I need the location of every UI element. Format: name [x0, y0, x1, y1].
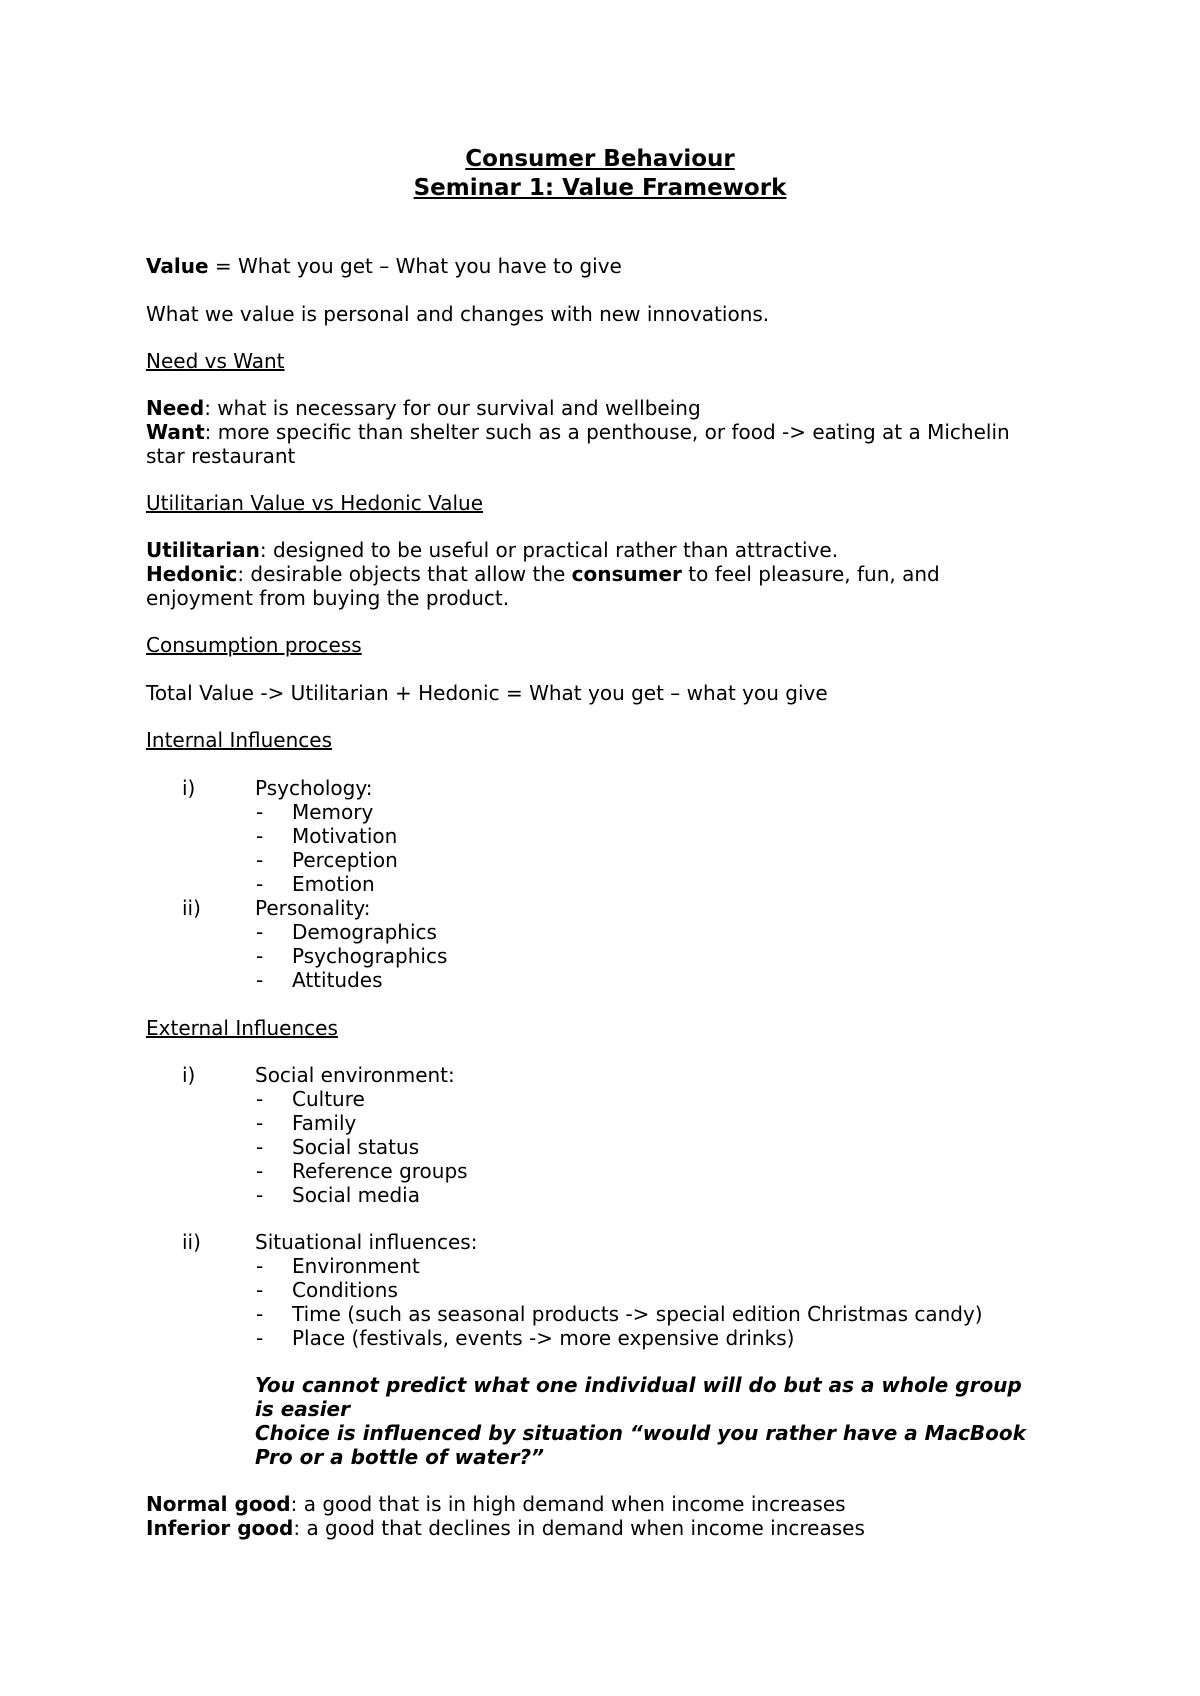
note-line-3: Choice is influenced by situation “would you rather have a MacBook	[255, 1421, 1026, 1445]
list-item: Time (such as seasonal products -> special edition Christmas candy)	[292, 1302, 983, 1326]
list-item: Psychographics	[292, 944, 448, 968]
list-dash: -	[256, 1254, 264, 1278]
list-dash: -	[256, 1087, 264, 1111]
value-term: Value	[146, 254, 209, 278]
list-item: Conditions	[292, 1278, 398, 1302]
want-text: : more specific than shelter such as a penthouse, or food -> eating at a Michelin	[204, 420, 1010, 444]
utilitarian-term: Utilitarian	[146, 538, 260, 562]
list-dash: -	[256, 1135, 264, 1159]
normal-good-term: Normal good	[146, 1492, 291, 1516]
hedonic-definition	[146, 562, 940, 586]
list-dash: -	[256, 824, 264, 848]
list-dash: -	[256, 872, 264, 896]
consumption-heading: Consumption process	[146, 633, 362, 657]
list-item: Emotion	[292, 872, 375, 896]
list-dash: -	[256, 800, 264, 824]
hedonic-text-a: : desirable objects that allow the	[237, 562, 572, 586]
list-dash: -	[256, 1326, 264, 1350]
list-dash: -	[256, 1111, 264, 1135]
need-want-heading: Need vs Want	[146, 349, 285, 373]
list-dash: -	[256, 1302, 264, 1326]
external-group-1-number: i)	[182, 1063, 196, 1087]
note-line-1: You cannot predict what one individual will do but as a whole group	[255, 1373, 1022, 1397]
normal-good-definition	[146, 1492, 846, 1516]
consumption-formula: Total Value -> Utilitarian + Hedonic = What you get – what you give	[146, 681, 828, 705]
inferior-good-term: Inferior good	[146, 1516, 294, 1540]
list-dash: -	[256, 1159, 264, 1183]
hedonic-term: Hedonic	[146, 562, 238, 586]
list-item: Attitudes	[292, 968, 383, 992]
inferior-good-text: : a good that declines in demand when income increases	[293, 1516, 865, 1540]
list-item: Reference groups	[292, 1159, 468, 1183]
external-group-2-label: Situational influences:	[255, 1230, 478, 1254]
need-text: : what is necessary for our survival and wellbeing	[204, 396, 701, 420]
list-dash: -	[256, 1183, 264, 1207]
internal-group-1-number: i)	[182, 776, 196, 800]
inferior-good-definition	[146, 1516, 865, 1540]
normal-good-text: : a good that is in high demand when income increases	[290, 1492, 846, 1516]
list-dash: -	[256, 920, 264, 944]
list-item: Place (festivals, events -> more expensive drinks)	[292, 1326, 795, 1350]
list-item: Perception	[292, 848, 398, 872]
internal-group-1-label: Psychology:	[255, 776, 373, 800]
want-definition	[146, 420, 1010, 444]
util-hed-heading: Utilitarian Value vs Hedonic Value	[146, 491, 483, 515]
external-heading: External Influences	[146, 1016, 338, 1040]
consumer-term: consumer	[571, 562, 682, 586]
utilitarian-text: : designed to be useful or practical rather than attractive.	[259, 538, 839, 562]
list-item: Motivation	[292, 824, 398, 848]
list-dash: -	[256, 1278, 264, 1302]
hedonic-definition-cont: enjoyment from buying the product.	[146, 586, 510, 610]
list-dash: -	[256, 968, 264, 992]
note-line-4: Pro or a bottle of water?”	[255, 1445, 545, 1469]
need-term: Need	[146, 396, 205, 420]
list-item: Culture	[292, 1087, 365, 1111]
internal-heading: Internal Influences	[146, 728, 332, 752]
internal-group-2-label: Personality:	[255, 896, 371, 920]
note-line-2: is easier	[255, 1397, 350, 1421]
need-definition	[146, 396, 701, 420]
document-subtitle: Seminar 1: Value Framework	[413, 175, 787, 201]
list-item: Demographics	[292, 920, 437, 944]
list-item: Social media	[292, 1183, 420, 1207]
want-term: Want	[146, 420, 205, 444]
list-dash: -	[256, 848, 264, 872]
external-group-1-label: Social environment:	[255, 1063, 455, 1087]
list-item: Memory	[292, 800, 374, 824]
value-definition	[146, 254, 622, 278]
list-dash: -	[256, 944, 264, 968]
internal-group-2-number: ii)	[182, 896, 201, 920]
value-note: What we value is personal and changes with new innovations.	[146, 302, 770, 326]
list-item: Environment	[292, 1254, 420, 1278]
hedonic-text-b: to feel pleasure, fun, and	[681, 562, 940, 586]
document-title: Consumer Behaviour	[465, 146, 735, 172]
want-definition-cont: star restaurant	[146, 444, 296, 468]
value-text: = What you get – What you have to give	[208, 254, 622, 278]
external-group-2-number: ii)	[182, 1230, 201, 1254]
list-item: Social status	[292, 1135, 420, 1159]
list-item: Family	[292, 1111, 357, 1135]
utilitarian-definition	[146, 538, 838, 562]
